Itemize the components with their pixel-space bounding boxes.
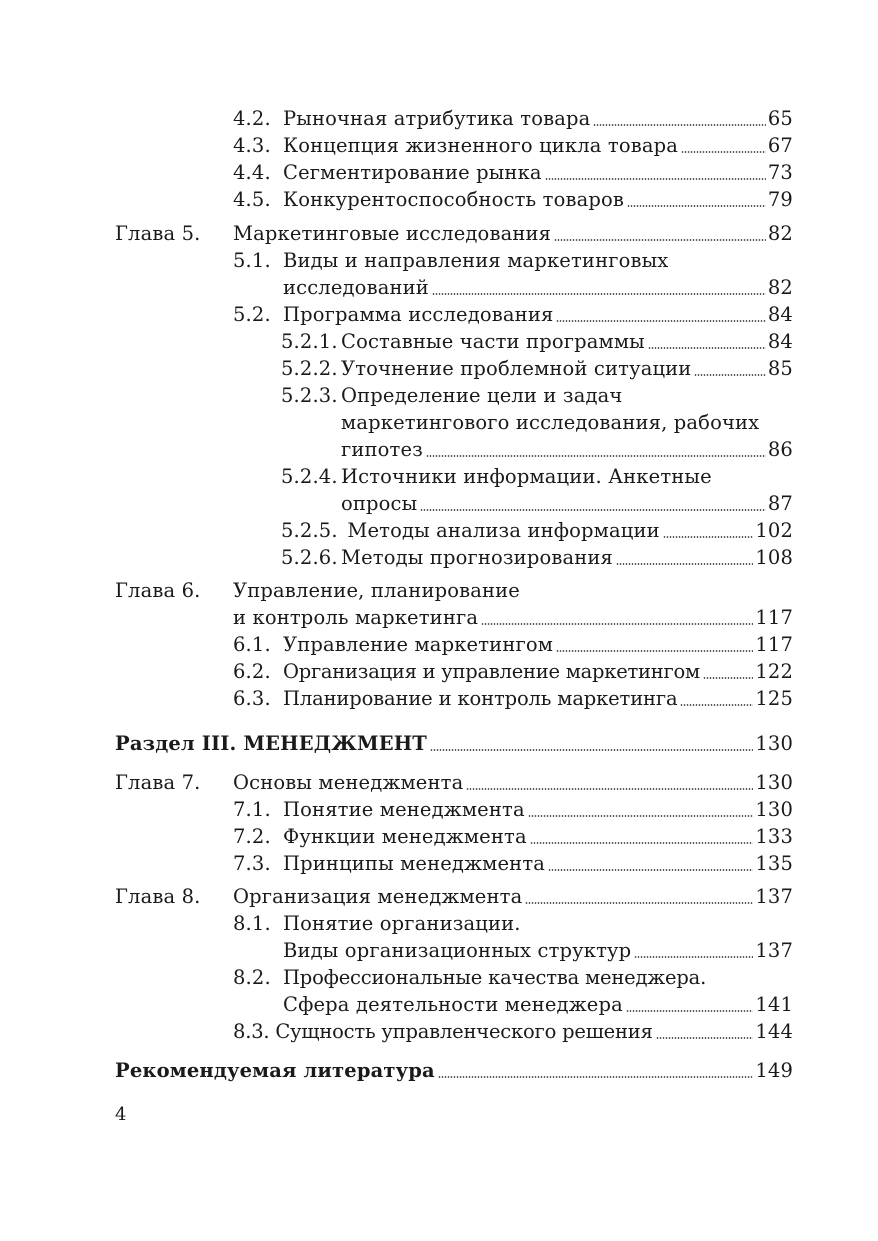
dot-leader: [420, 509, 766, 511]
toc-entry-page: 141: [755, 993, 793, 1016]
toc-entry-page: 84: [767, 330, 793, 353]
dot-leader: [481, 623, 753, 625]
toc-entry-title: Основы менеджмента: [233, 771, 464, 794]
toc-entry-page: 67: [767, 134, 793, 157]
toc-entry[interactable]: [233, 659, 793, 685]
toc-entry-page: 82: [767, 222, 793, 245]
toc-entry-continuation[interactable]: [341, 437, 793, 463]
toc-entry-page: 137: [755, 885, 793, 908]
toc-section[interactable]: [115, 1058, 793, 1084]
toc-entry-title: Концепция жизненного цикла товара: [283, 134, 679, 157]
toc-entry-title: Принципы менеджмента: [283, 852, 546, 875]
toc-entry-title: 8.3. Сущность управленческого решения: [233, 1020, 653, 1043]
toc-entry-page: 87: [767, 492, 793, 515]
toc-entry-number: 5.2.1.: [281, 330, 338, 353]
toc-entry[interactable]: [233, 187, 793, 213]
toc-entry-number: 5.1.: [233, 249, 271, 272]
dot-leader: [627, 205, 766, 207]
dot-leader: [680, 704, 753, 706]
toc-entry-title: исследований: [283, 276, 429, 299]
toc-chapter-label: Глава 7.: [115, 771, 201, 794]
dot-leader: [703, 677, 753, 679]
dot-leader: [525, 902, 753, 904]
toc-entry-number: 5.2.4.: [281, 465, 338, 488]
toc-entry-title: Рыночная атрибутика товара: [283, 107, 591, 130]
toc-entry-page: 122: [755, 660, 793, 683]
toc-entry-title: Методы прогнозирования: [341, 546, 613, 569]
dot-leader: [663, 536, 754, 538]
toc-entry-number: 5.2.3.: [281, 384, 338, 407]
toc-entry-title: Составные части программы: [341, 330, 645, 353]
toc-entry-number: 5.2.6.: [281, 546, 338, 569]
toc-entry-page: 135: [755, 852, 793, 875]
dot-leader: [528, 815, 754, 817]
dot-leader: [438, 1076, 753, 1078]
dot-leader: [694, 374, 765, 376]
toc-entry-number: 5.2.: [233, 303, 271, 326]
toc-entry-number: 6.1.: [233, 633, 271, 656]
toc-entry-page: 130: [755, 732, 793, 755]
toc-entry-number: 4.2.: [233, 107, 271, 130]
toc-entry-number: 7.3.: [233, 852, 271, 875]
toc-entry-number: 4.4.: [233, 161, 271, 184]
toc-entry-title: и контроль маркетинга: [233, 606, 479, 629]
dot-leader: [556, 650, 753, 652]
toc-entry-title: Сфера деятельности менеджера: [283, 993, 623, 1016]
toc-entry-title: Программа исследования: [283, 303, 554, 326]
toc-entry-page: 137: [755, 939, 793, 962]
toc-entry-number: 8.2.: [233, 966, 271, 989]
dot-leader: [616, 563, 753, 565]
dot-leader: [466, 788, 753, 790]
toc-entry-page: 117: [755, 606, 793, 629]
toc-entry-page: 82: [767, 276, 793, 299]
toc-subentry[interactable]: [281, 383, 793, 409]
toc-entry-title: маркетингового исследования, рабочих: [341, 411, 760, 434]
toc-entry-page: 133: [755, 825, 793, 848]
toc-subentry[interactable]: [281, 356, 793, 382]
toc-entry-title: гипотез: [341, 438, 423, 461]
dot-leader: [656, 1037, 754, 1039]
toc-entry-title: опросы: [341, 492, 418, 515]
dot-leader: [554, 239, 766, 241]
toc-entry-title: Организация менеджмента: [233, 885, 523, 908]
toc-subentry[interactable]: [281, 518, 793, 544]
dot-leader: [548, 869, 753, 871]
dot-leader: [545, 178, 766, 180]
toc-chapter-label: Глава 8.: [115, 885, 201, 908]
toc-subentry[interactable]: [281, 464, 793, 490]
dot-leader: [681, 151, 766, 153]
toc-entry-page: 84: [767, 303, 793, 326]
toc-entry-page: 149: [755, 1059, 793, 1082]
toc-entry[interactable]: [233, 1019, 793, 1045]
toc-entry-title: Конкурентоспособность товаров: [283, 188, 625, 211]
toc-section[interactable]: [115, 731, 793, 757]
toc-entry-title: Планирование и контроль маркетинга: [283, 687, 678, 710]
toc-entry-number: 4.3.: [233, 134, 271, 157]
toc-entry[interactable]: [233, 965, 793, 991]
dot-leader: [626, 1010, 753, 1012]
toc-entry-title: Функции менеджмента: [283, 825, 527, 848]
dot-leader: [593, 124, 765, 126]
dot-leader: [432, 293, 766, 295]
toc-subentry[interactable]: [281, 545, 793, 571]
dot-leader: [556, 320, 765, 322]
dot-leader: [530, 842, 754, 844]
toc-entry-page: 85: [767, 357, 793, 380]
toc-entry-title: Уточнение проблемной ситуации: [341, 357, 692, 380]
toc-entry-title: Маркетинговые исследования: [233, 222, 552, 245]
toc-entry-continuation[interactable]: [283, 938, 793, 964]
toc-chapter-label: Глава 5.: [115, 222, 201, 245]
toc-entry[interactable]: [233, 302, 793, 328]
toc-entry-page: 130: [755, 798, 793, 821]
toc-entry[interactable]: [233, 160, 793, 186]
toc-entry-title: Виды организационных структур: [283, 939, 632, 962]
toc-entry-title: Организация и управление маркетингом: [283, 660, 700, 683]
toc-entry-page: 130: [755, 771, 793, 794]
toc-entry[interactable]: [233, 851, 793, 877]
toc-entry[interactable]: [233, 911, 793, 937]
toc-entry[interactable]: [233, 686, 793, 712]
toc-entry-page: 102: [755, 519, 793, 542]
toc-entry-number: 5.2.5.: [281, 519, 338, 542]
toc-entry-page: 117: [755, 633, 793, 656]
dot-leader: [430, 749, 753, 751]
toc-subentry[interactable]: [281, 329, 793, 355]
toc-entry-title: Виды и направления маркетинговых: [283, 249, 669, 272]
toc-entry[interactable]: [233, 824, 793, 850]
toc-chapter-label: Глава 6.: [115, 579, 201, 602]
toc-chapter[interactable]: [115, 884, 793, 910]
toc-entry-number: 6.2.: [233, 660, 271, 683]
toc-chapter[interactable]: [115, 770, 793, 796]
toc-section-title: Рекомендуемая литература: [115, 1059, 435, 1082]
toc-entry[interactable]: [233, 797, 793, 823]
toc-entry-title: Методы анализа информации: [341, 519, 660, 542]
toc-entry-page: 108: [755, 546, 793, 569]
toc-entry[interactable]: [233, 248, 793, 274]
toc-entry-title: Профессиональные качества менеджера.: [283, 966, 707, 989]
dot-leader: [426, 455, 766, 457]
toc-entry-continuation[interactable]: [283, 275, 793, 301]
toc-entry-title: Понятие организации.: [283, 912, 521, 935]
toc-entry-page: 125: [755, 687, 793, 710]
toc-entry-page: 144: [755, 1020, 793, 1043]
toc-entry-number: 6.3.: [233, 687, 271, 710]
toc-chapter[interactable]: [115, 578, 793, 604]
toc-entry[interactable]: [233, 106, 793, 132]
dot-leader: [634, 956, 753, 958]
toc-entry-title: Управление, планирование: [233, 579, 520, 602]
toc-entry-number: 7.1.: [233, 798, 271, 821]
toc-entry-number: 4.5.: [233, 188, 271, 211]
toc-entry-page: 86: [767, 438, 793, 461]
toc-entry-page: 73: [767, 161, 793, 184]
toc-entry[interactable]: [233, 632, 793, 658]
toc-section-title: Раздел III. МЕНЕДЖМЕНТ: [115, 732, 427, 755]
toc-entry-page: 65: [767, 107, 793, 130]
toc-entry-number: 5.2.2.: [281, 357, 338, 380]
toc-chapter[interactable]: [115, 221, 793, 247]
toc-entry-title: Управление маркетингом: [283, 633, 554, 656]
page-number: 4: [115, 1104, 127, 1125]
toc-entry-page: 79: [767, 188, 793, 211]
toc-entry-number: 7.2.: [233, 825, 271, 848]
toc-entry-title: Определение цели и задач: [341, 384, 623, 407]
toc-entry-title: Сегментирование рынка: [283, 161, 542, 184]
toc-entry-continuation[interactable]: [283, 992, 793, 1018]
toc-entry-continuation[interactable]: [233, 605, 793, 631]
dot-leader: [648, 347, 766, 349]
toc-entry-number: 8.1.: [233, 912, 271, 935]
toc-entry-continuation[interactable]: [341, 491, 793, 517]
toc-entry-continuation[interactable]: [341, 410, 793, 436]
toc-entry-title: Источники информации. Анкетные: [341, 465, 712, 488]
toc-entry-title: Понятие менеджмента: [283, 798, 525, 821]
toc-entry[interactable]: [233, 133, 793, 159]
